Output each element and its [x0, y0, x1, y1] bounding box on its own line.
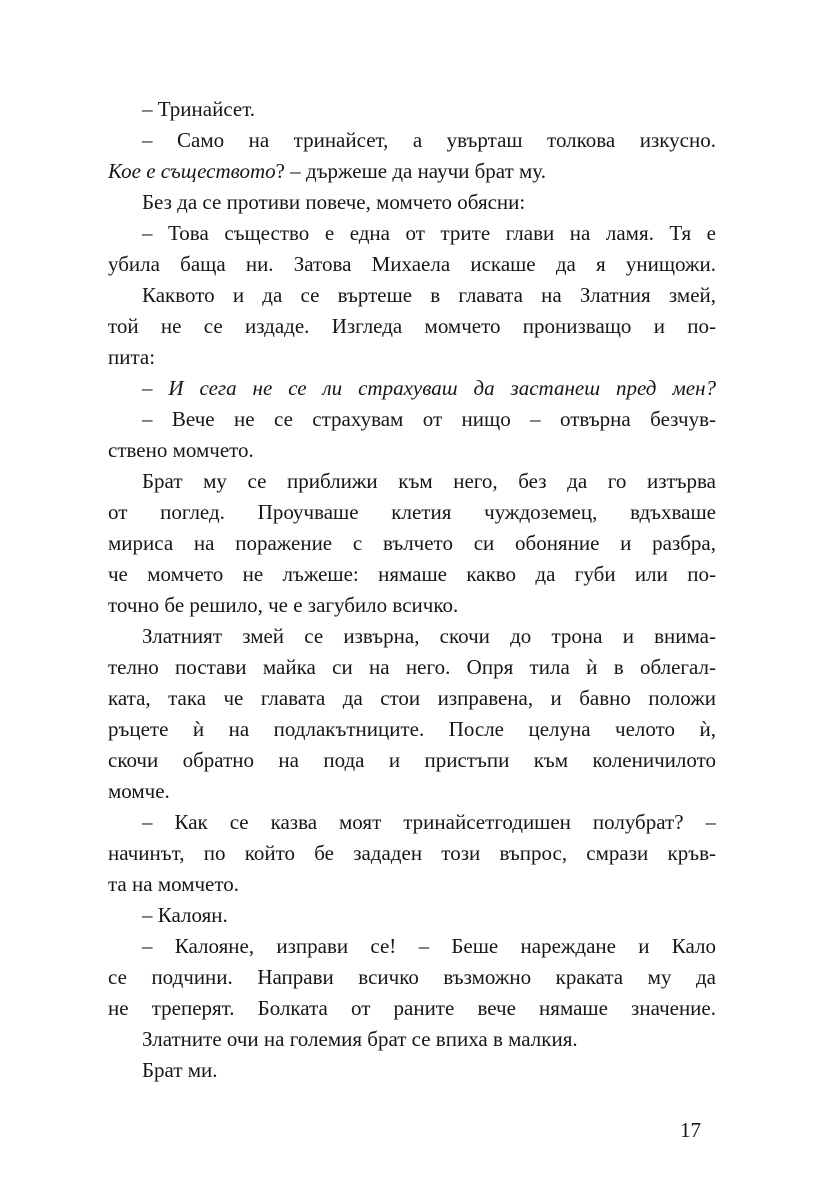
text-line: [108, 993, 716, 1024]
text-line: [108, 311, 716, 342]
text-line: [108, 900, 716, 931]
text-segment: телно постави майка си на него. Опря тила ѝ в облегал-: [108, 655, 716, 679]
text-segment: ката, така че главата да стои изправена, и бавно положи: [108, 686, 716, 710]
text-line: [108, 528, 716, 559]
text-block: [108, 94, 716, 1086]
text-line: [108, 497, 716, 528]
text-line: [108, 714, 716, 745]
text-line: [108, 342, 716, 373]
text-line: [108, 838, 716, 869]
text-segment: не треперят. Болката от раните вече нямаше значение.: [108, 996, 716, 1020]
text-line: [108, 931, 716, 962]
text-line: [108, 187, 716, 218]
text-line: [108, 249, 716, 280]
text-line: [108, 156, 716, 187]
text-line: [108, 776, 716, 807]
text-segment: Каквото и да се въртеше в главата на Златния змей,: [142, 283, 716, 307]
text-line: [108, 869, 716, 900]
text-segment: Без да се противи повече, момчето обясни:: [142, 190, 526, 214]
text-line: [108, 1024, 716, 1055]
text-segment: скочи обратно на пода и пристъпи към коленичилото: [108, 748, 716, 772]
text-segment: – Как се казва моят тринайсетгодишен полубрат? –: [142, 810, 716, 834]
text-segment: ръцете ѝ на подлакътниците. После целуна челото ѝ,: [108, 717, 716, 741]
text-line: [108, 94, 716, 125]
text-segment: ствено момчето.: [108, 438, 254, 462]
text-segment: момче.: [108, 779, 170, 803]
text-segment: точно бе решило, че е загубило всичко.: [108, 593, 459, 617]
text-line: [108, 559, 716, 590]
text-segment: мириса на поражение с вълчето си обоняние и разбра,: [108, 531, 716, 555]
text-line: [108, 745, 716, 776]
text-line: [108, 590, 716, 621]
text-segment: се подчини. Направи всичко възможно краката му да: [108, 965, 716, 989]
text-segment: Златните очи на големия брат се впиха в малкия.: [142, 1027, 578, 1051]
text-line: [108, 466, 716, 497]
text-segment: начинът, по който бе зададен този въпрос, смрази кръв-: [108, 841, 716, 865]
text-segment: – Само на тринайсет, а увърташ толкова изкусно.: [142, 128, 716, 152]
text-segment: – Вече не се страхувам от нищо – отвърна безчув-: [142, 407, 716, 431]
text-segment: че момчето не лъжеше: нямаше какво да губи или по-: [108, 562, 716, 586]
text-line: [108, 1055, 716, 1086]
text-line: [108, 621, 716, 652]
text-segment: Брат му се приближи към него, без да го изтърва: [142, 469, 716, 493]
text-segment-italic: – И сега не се ли страхуваш да застанеш пред мен?: [142, 376, 716, 400]
text-line: [108, 373, 716, 404]
text-segment: убила баща ни. Затова Михаела искаше да я унищожи.: [108, 252, 716, 276]
text-segment: – Това същество е една от трите глави на ламя. Тя е: [142, 221, 716, 245]
text-line: [108, 125, 716, 156]
text-segment: ? – държеше да научи брат му.: [275, 159, 546, 183]
text-segment: Брат ми.: [142, 1058, 218, 1082]
text-segment: – Тринайсет.: [142, 97, 256, 121]
text-line: [108, 962, 716, 993]
text-segment: той не се издаде. Изгледа момчето пронизващо и по-: [108, 314, 716, 338]
text-segment: та на момчето.: [108, 872, 240, 896]
text-line: [108, 280, 716, 311]
text-segment: пита:: [108, 345, 156, 369]
text-segment: – Калояне, изправи се! – Беше нареждане и Кало: [142, 934, 716, 958]
page-number: 17: [680, 1118, 701, 1142]
text-line: [108, 807, 716, 838]
text-segment: от поглед. Проучваше клетия чуждоземец, вдъхваше: [108, 500, 716, 524]
text-segment: – Калоян.: [142, 903, 228, 927]
text-line: [108, 683, 716, 714]
text-line: [108, 404, 716, 435]
text-line: [108, 652, 716, 683]
text-segment: Златният змей се извърна, скочи до трона и внима-: [142, 624, 716, 648]
text-segment-italic: Кое е съществото: [108, 159, 276, 183]
text-line: [108, 218, 716, 249]
text-line: [108, 435, 716, 466]
